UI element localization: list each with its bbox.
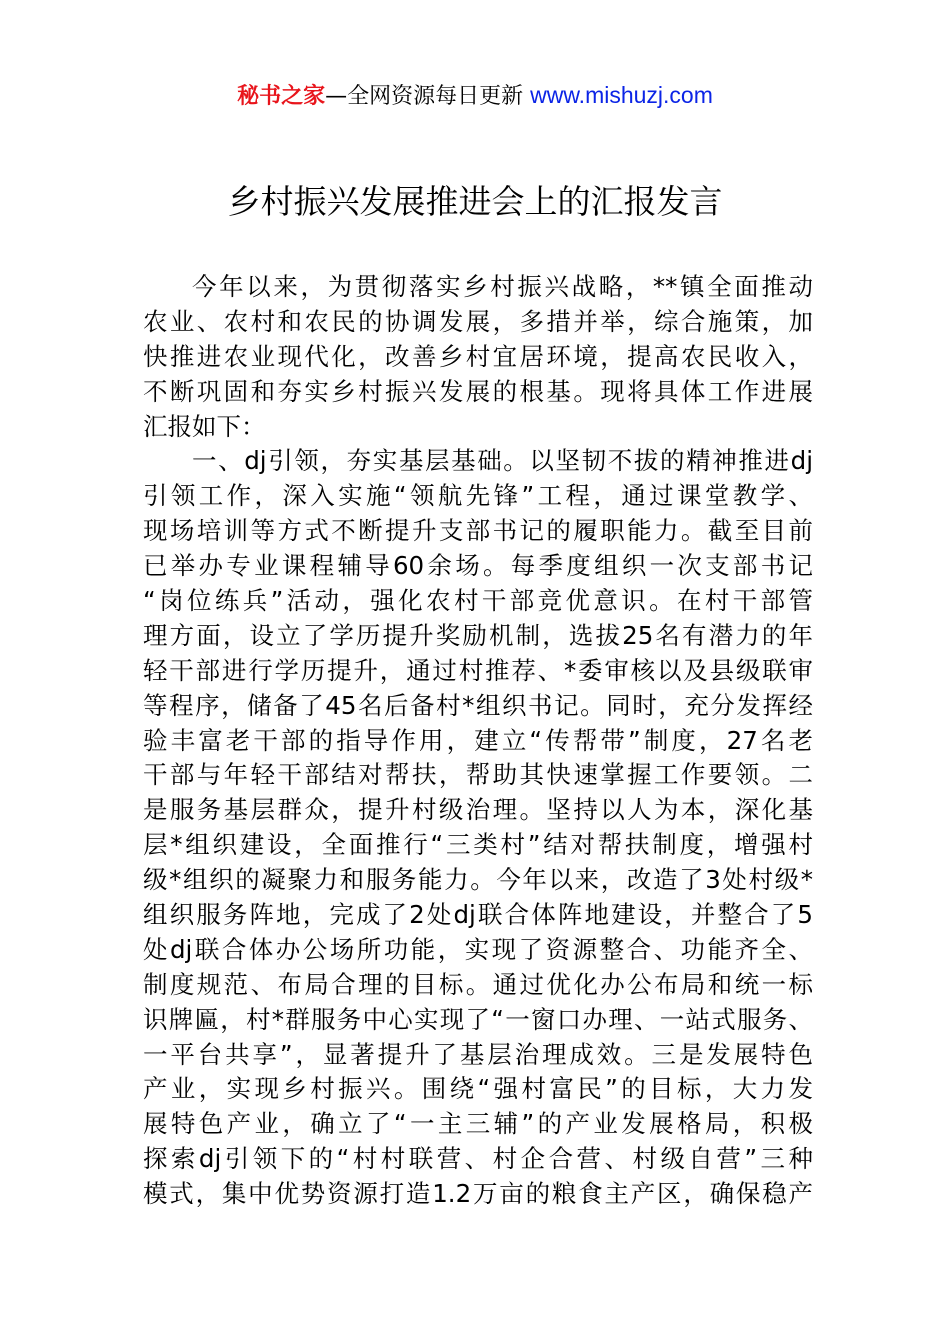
paragraph-line: 处dj联合体办公场所功能，实现了资源整合、功能齐全、 [143,934,813,964]
paragraph-line: 一平台共享”，显著提升了基层治理成效。三是发展特色 [143,1039,813,1069]
paragraph-line: 干部与年轻干部结对帮扶，帮助其快速掌握工作要领。二 [143,760,813,790]
paragraph-line: 理方面，设立了学历提升奖励机制，选拔25名有潜力的年 [143,620,813,650]
paragraph-line: 汇报如下： [143,411,266,441]
paragraph-line: 是服务基层群众，提升村级治理。坚持以人为本，深化基 [143,795,813,825]
site-link[interactable]: www.mishuzj.com [530,82,713,108]
paragraph-line: 轻干部进行学历提升，通过村推荐、*委审核以及县级联审 [143,655,813,685]
paragraph-line: 识牌匾，村*群服务中心实现了“一窗口办理、一站式服务、 [143,1004,813,1034]
paragraph-line: 快推进农业现代化，改善乡村宜居环境，提高农民收入， [143,341,813,371]
header-tagline: —全网资源每日更新 [325,84,531,109]
document-body [143,270,813,1212]
paragraph-line: 已举办专业课程辅导60余场。每季度组织一次支部书记 [143,551,813,581]
paragraph-line: 今年以来，为贯彻落实乡村振兴战略，**镇全面推动 [192,272,813,301]
paragraph-line: 级*组织的凝聚力和服务能力。今年以来，改造了3处村级* [143,865,813,895]
paragraph-line: 引领工作，深入实施“领航先锋”工程，通过课堂教学、 [143,481,813,511]
paragraph-line: 产业，实现乡村振兴。围绕“强村富民”的目标，大力发 [143,1074,813,1104]
paragraph-line: 组织服务阵地，完成了2处dj联合体阵地建设，并整合了5 [143,900,813,930]
paragraph-line: 一、dj引领，夯实基层基础。以坚韧不拔的精神推进dj [192,446,813,476]
document-title: 乡村振兴发展推进会上的汇报发言 [227,182,723,221]
paragraph-line: 层*组织建设，全面推行“三类村”结对帮扶制度，增强村 [143,830,813,860]
site-header [0,78,950,114]
paragraph-line: 农业、农村和农民的协调发展，多措并举，综合施策，加 [143,306,813,336]
paragraph-line: 现场培训等方式不断提升支部书记的履职能力。截至目前 [143,516,813,546]
paragraph-line: 探索dj引领下的“村村联营、村企合营、村级自营”三种 [143,1144,813,1174]
paragraph-line: 制度规范、布局合理的目标。通过优化办公布局和统一标 [143,969,813,999]
paragraph-line: 验丰富老干部的指导作用，建立“传帮带”制度，27名老 [143,725,813,755]
paragraph-line: 等程序，储备了45名后备村*组织书记。同时，充分发挥经 [143,690,813,720]
paragraph-line: 不断巩固和夯实乡村振兴发展的根基。现将具体工作进展 [143,376,813,406]
paragraph-line: 模式，集中优势资源打造1.2万亩的粮食主产区，确保稳产 [143,1179,813,1209]
brand-name: 秘书之家 [237,84,326,109]
paragraph-line: “岗位练兵”活动，强化农村干部竞优意识。在村干部管 [143,586,813,616]
paragraph-line: 展特色产业，确立了“一主三辅”的产业发展格局，积极 [143,1109,813,1139]
